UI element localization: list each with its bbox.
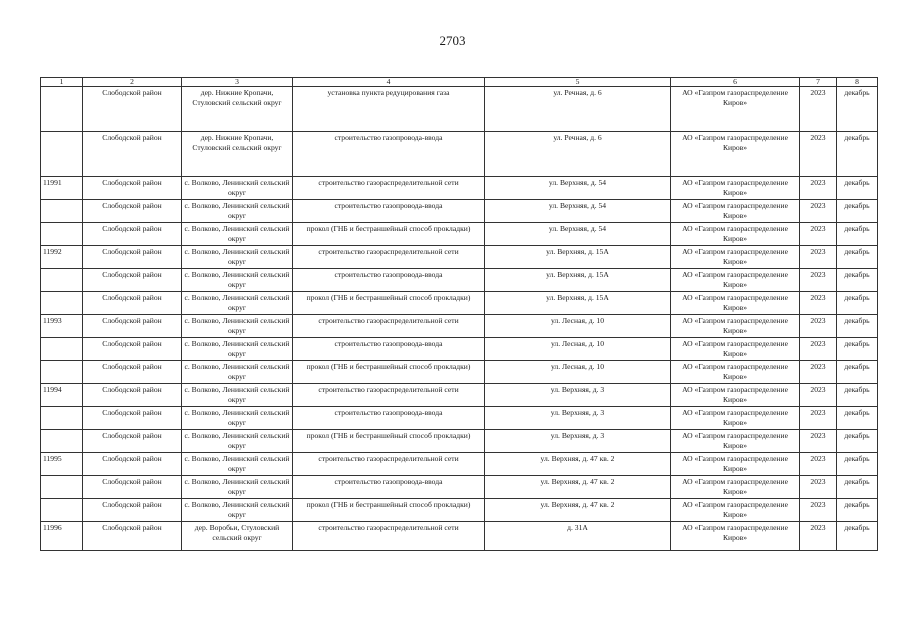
district-cell: Слободской район bbox=[83, 292, 182, 315]
month-cell: декабрь bbox=[837, 87, 878, 132]
settlement-cell: дер. Нижние Кропачи, Стуловский сельский округ bbox=[182, 132, 293, 177]
district-cell: Слободской район bbox=[83, 361, 182, 384]
gasification-table bbox=[40, 77, 878, 551]
work-type-cell: установка пункта редуцирования газа bbox=[293, 87, 485, 132]
work-type-cell: строительство газопровода-ввода bbox=[293, 338, 485, 361]
organization-cell: АО «Газпром газораспределение Киров» bbox=[671, 246, 800, 269]
month-cell: декабрь bbox=[837, 223, 878, 246]
address-cell: ул. Лесная, д. 10 bbox=[485, 361, 671, 384]
settlement-cell: с. Волково, Ленинский сельский округ bbox=[182, 361, 293, 384]
district-cell: Слободской район bbox=[83, 87, 182, 132]
address-cell: ул. Лесная, д. 10 bbox=[485, 338, 671, 361]
district-cell: Слободской район bbox=[83, 132, 182, 177]
year-cell: 2023 bbox=[800, 132, 837, 177]
row-number-cell bbox=[41, 223, 83, 246]
settlement-cell: с. Волково, Ленинский сельский округ bbox=[182, 499, 293, 522]
work-type-cell: прокол (ГНБ и бестраншейный способ прокладки) bbox=[293, 223, 485, 246]
year-cell: 2023 bbox=[800, 200, 837, 223]
table-row bbox=[41, 499, 878, 522]
address-cell: ул. Верхняя, д. 3 bbox=[485, 384, 671, 407]
table-row bbox=[41, 338, 878, 361]
address-cell: ул. Верхняя, д. 47 кв. 2 bbox=[485, 499, 671, 522]
row-number-cell bbox=[41, 292, 83, 315]
table-row bbox=[41, 522, 878, 551]
settlement-cell: с. Волково, Ленинский сельский округ bbox=[182, 177, 293, 200]
work-type-cell: прокол (ГНБ и бестраншейный способ прокладки) bbox=[293, 430, 485, 453]
settlement-cell: с. Волково, Ленинский сельский округ bbox=[182, 269, 293, 292]
settlement-cell: с. Волково, Ленинский сельский округ bbox=[182, 315, 293, 338]
row-number-cell: 11993 bbox=[41, 315, 83, 338]
month-cell: декабрь bbox=[837, 522, 878, 551]
district-cell: Слободской район bbox=[83, 522, 182, 551]
month-cell: декабрь bbox=[837, 269, 878, 292]
row-number-cell bbox=[41, 361, 83, 384]
settlement-cell: с. Волково, Ленинский сельский округ bbox=[182, 338, 293, 361]
address-cell: д. 31А bbox=[485, 522, 671, 551]
organization-cell: АО «Газпром газораспределение Киров» bbox=[671, 522, 800, 551]
organization-cell: АО «Газпром газораспределение Киров» bbox=[671, 315, 800, 338]
settlement-cell: с. Волково, Ленинский сельский округ bbox=[182, 430, 293, 453]
settlement-cell: с. Волково, Ленинский сельский округ bbox=[182, 246, 293, 269]
settlement-cell: с. Волково, Ленинский сельский округ bbox=[182, 453, 293, 476]
month-cell: декабрь bbox=[837, 200, 878, 223]
month-cell: декабрь bbox=[837, 384, 878, 407]
year-cell: 2023 bbox=[800, 269, 837, 292]
column-number: 6 bbox=[671, 78, 800, 87]
month-cell: декабрь bbox=[837, 292, 878, 315]
year-cell: 2023 bbox=[800, 246, 837, 269]
column-number: 2 bbox=[83, 78, 182, 87]
table-row bbox=[41, 292, 878, 315]
organization-cell: АО «Газпром газораспределение Киров» bbox=[671, 177, 800, 200]
month-cell: декабрь bbox=[837, 476, 878, 499]
column-number: 4 bbox=[293, 78, 485, 87]
address-cell: ул. Верхняя, д. 15А bbox=[485, 269, 671, 292]
settlement-cell: дер. Воробьи, Стуловский сельский округ bbox=[182, 522, 293, 551]
column-number: 3 bbox=[182, 78, 293, 87]
settlement-cell: с. Волково, Ленинский сельский округ bbox=[182, 223, 293, 246]
column-number: 5 bbox=[485, 78, 671, 87]
organization-cell: АО «Газпром газораспределение Киров» bbox=[671, 361, 800, 384]
row-number-cell: 11992 bbox=[41, 246, 83, 269]
address-cell: ул. Верхняя, д. 3 bbox=[485, 407, 671, 430]
work-type-cell: строительство газопровода-ввода bbox=[293, 132, 485, 177]
month-cell: декабрь bbox=[837, 132, 878, 177]
column-number-row bbox=[41, 78, 878, 87]
year-cell: 2023 bbox=[800, 430, 837, 453]
row-number-cell: 11996 bbox=[41, 522, 83, 551]
organization-cell: АО «Газпром газораспределение Киров» bbox=[671, 499, 800, 522]
work-type-cell: строительство газопровода-ввода bbox=[293, 407, 485, 430]
work-type-cell: строительство газораспределительной сети bbox=[293, 177, 485, 200]
table-row bbox=[41, 453, 878, 476]
year-cell: 2023 bbox=[800, 407, 837, 430]
month-cell: декабрь bbox=[837, 338, 878, 361]
settlement-cell: с. Волково, Ленинский сельский округ bbox=[182, 292, 293, 315]
organization-cell: АО «Газпром газораспределение Киров» bbox=[671, 223, 800, 246]
work-type-cell: прокол (ГНБ и бестраншейный способ прокладки) bbox=[293, 292, 485, 315]
organization-cell: АО «Газпром газораспределение Киров» bbox=[671, 292, 800, 315]
month-cell: декабрь bbox=[837, 315, 878, 338]
address-cell: ул. Речная, д. 6 bbox=[485, 87, 671, 132]
month-cell: декабрь bbox=[837, 453, 878, 476]
row-number-cell: 11991 bbox=[41, 177, 83, 200]
table-row bbox=[41, 361, 878, 384]
work-type-cell: строительство газораспределительной сети bbox=[293, 384, 485, 407]
work-type-cell: строительство газораспределительной сети bbox=[293, 315, 485, 338]
organization-cell: АО «Газпром газораспределение Киров» bbox=[671, 338, 800, 361]
year-cell: 2023 bbox=[800, 223, 837, 246]
year-cell: 2023 bbox=[800, 522, 837, 551]
month-cell: декабрь bbox=[837, 361, 878, 384]
year-cell: 2023 bbox=[800, 338, 837, 361]
month-cell: декабрь bbox=[837, 430, 878, 453]
table-row bbox=[41, 200, 878, 223]
work-type-cell: строительство газопровода-ввода bbox=[293, 476, 485, 499]
settlement-cell: дер. Нижние Кропачи, Стуловский сельский округ bbox=[182, 87, 293, 132]
month-cell: декабрь bbox=[837, 499, 878, 522]
address-cell: ул. Лесная, д. 10 bbox=[485, 315, 671, 338]
table-body bbox=[41, 87, 878, 551]
year-cell: 2023 bbox=[800, 292, 837, 315]
table-row bbox=[41, 315, 878, 338]
table-row bbox=[41, 246, 878, 269]
row-number-cell: 11994 bbox=[41, 384, 83, 407]
address-cell: ул. Речная, д. 6 bbox=[485, 132, 671, 177]
table-row bbox=[41, 407, 878, 430]
work-type-cell: строительство газораспределительной сети bbox=[293, 453, 485, 476]
year-cell: 2023 bbox=[800, 499, 837, 522]
district-cell: Слободской район bbox=[83, 384, 182, 407]
year-cell: 2023 bbox=[800, 177, 837, 200]
address-cell: ул. Верхняя, д. 15А bbox=[485, 292, 671, 315]
address-cell: ул. Верхняя, д. 15А bbox=[485, 246, 671, 269]
row-number-cell: 11995 bbox=[41, 453, 83, 476]
year-cell: 2023 bbox=[800, 476, 837, 499]
row-number-cell bbox=[41, 476, 83, 499]
table-row bbox=[41, 87, 878, 132]
organization-cell: АО «Газпром газораспределение Киров» bbox=[671, 476, 800, 499]
district-cell: Слободской район bbox=[83, 177, 182, 200]
row-number-cell bbox=[41, 132, 83, 177]
row-number-cell bbox=[41, 87, 83, 132]
settlement-cell: с. Волково, Ленинский сельский округ bbox=[182, 476, 293, 499]
district-cell: Слободской район bbox=[83, 430, 182, 453]
work-type-cell: прокол (ГНБ и бестраншейный способ прокладки) bbox=[293, 499, 485, 522]
year-cell: 2023 bbox=[800, 384, 837, 407]
table-row bbox=[41, 223, 878, 246]
organization-cell: АО «Газпром газораспределение Киров» bbox=[671, 269, 800, 292]
district-cell: Слободской район bbox=[83, 315, 182, 338]
organization-cell: АО «Газпром газораспределение Киров» bbox=[671, 384, 800, 407]
table-row bbox=[41, 132, 878, 177]
table-row bbox=[41, 384, 878, 407]
work-type-cell: прокол (ГНБ и бестраншейный способ прокладки) bbox=[293, 361, 485, 384]
organization-cell: АО «Газпром газораспределение Киров» bbox=[671, 87, 800, 132]
month-cell: декабрь bbox=[837, 246, 878, 269]
district-cell: Слободской район bbox=[83, 499, 182, 522]
page-number: 2703 bbox=[439, 33, 466, 48]
district-cell: Слободской район bbox=[83, 453, 182, 476]
address-cell: ул. Верхняя, д. 54 bbox=[485, 223, 671, 246]
column-number: 1 bbox=[41, 78, 83, 87]
row-number-cell bbox=[41, 407, 83, 430]
district-cell: Слободской район bbox=[83, 338, 182, 361]
table-row bbox=[41, 269, 878, 292]
address-cell: ул. Верхняя, д. 47 кв. 2 bbox=[485, 476, 671, 499]
organization-cell: АО «Газпром газораспределение Киров» bbox=[671, 407, 800, 430]
year-cell: 2023 bbox=[800, 453, 837, 476]
row-number-cell bbox=[41, 499, 83, 522]
row-number-cell bbox=[41, 430, 83, 453]
district-cell: Слободской район bbox=[83, 407, 182, 430]
settlement-cell: с. Волково, Ленинский сельский округ bbox=[182, 384, 293, 407]
row-number-cell bbox=[41, 200, 83, 223]
organization-cell: АО «Газпром газораспределение Киров» bbox=[671, 430, 800, 453]
settlement-cell: с. Волково, Ленинский сельский округ bbox=[182, 407, 293, 430]
year-cell: 2023 bbox=[800, 87, 837, 132]
month-cell: декабрь bbox=[837, 407, 878, 430]
district-cell: Слободской район bbox=[83, 246, 182, 269]
table-row bbox=[41, 177, 878, 200]
district-cell: Слободской район bbox=[83, 223, 182, 246]
month-cell: декабрь bbox=[837, 177, 878, 200]
organization-cell: АО «Газпром газораспределение Киров» bbox=[671, 200, 800, 223]
work-type-cell: строительство газопровода-ввода bbox=[293, 269, 485, 292]
row-number-cell bbox=[41, 269, 83, 292]
work-type-cell: строительство газопровода-ввода bbox=[293, 200, 485, 223]
address-cell: ул. Верхняя, д. 47 кв. 2 bbox=[485, 453, 671, 476]
work-type-cell: строительство газораспределительной сети bbox=[293, 522, 485, 551]
table-row bbox=[41, 476, 878, 499]
column-number: 8 bbox=[837, 78, 878, 87]
row-number-cell bbox=[41, 338, 83, 361]
address-cell: ул. Верхняя, д. 54 bbox=[485, 177, 671, 200]
district-cell: Слободской район bbox=[83, 200, 182, 223]
work-type-cell: строительство газораспределительной сети bbox=[293, 246, 485, 269]
address-cell: ул. Верхняя, д. 54 bbox=[485, 200, 671, 223]
organization-cell: АО «Газпром газораспределение Киров» bbox=[671, 453, 800, 476]
organization-cell: АО «Газпром газораспределение Киров» bbox=[671, 132, 800, 177]
district-cell: Слободской район bbox=[83, 269, 182, 292]
district-cell: Слободской район bbox=[83, 476, 182, 499]
year-cell: 2023 bbox=[800, 361, 837, 384]
column-number: 7 bbox=[800, 78, 837, 87]
table-row bbox=[41, 430, 878, 453]
settlement-cell: с. Волково, Ленинский сельский округ bbox=[182, 200, 293, 223]
address-cell: ул. Верхняя, д. 3 bbox=[485, 430, 671, 453]
year-cell: 2023 bbox=[800, 315, 837, 338]
